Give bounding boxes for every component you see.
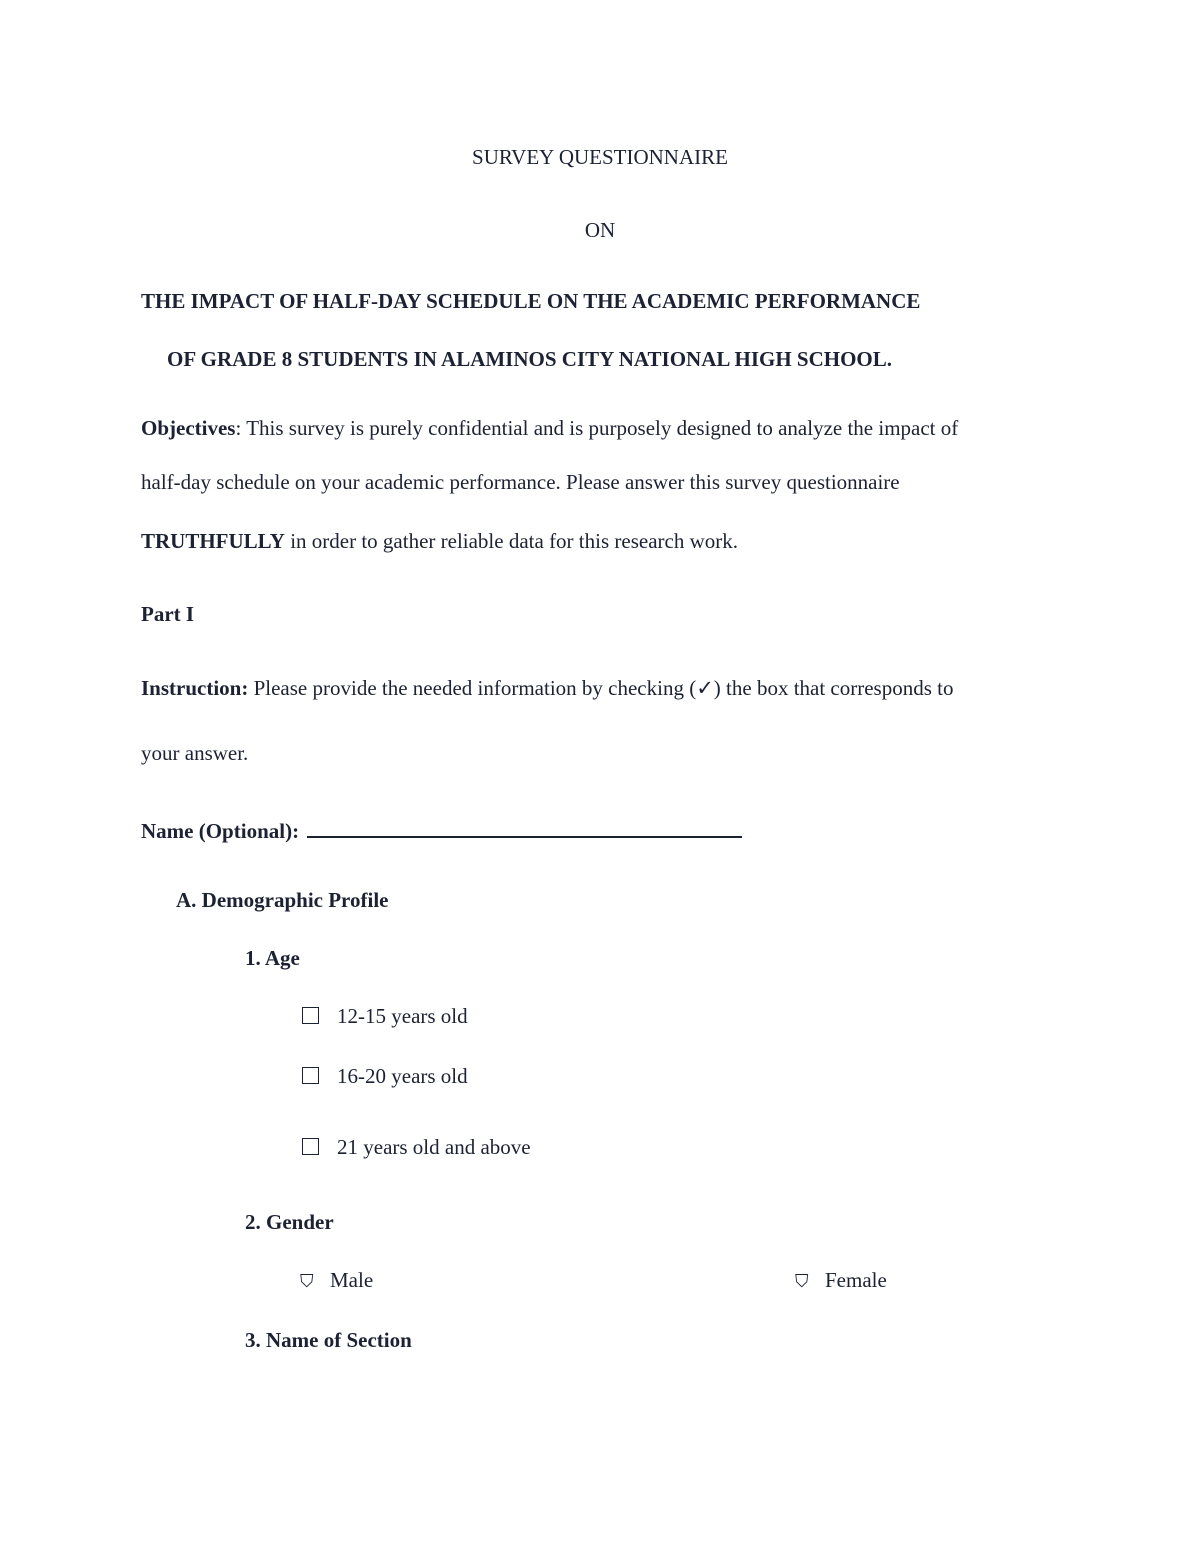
question-age: 1. Age: [245, 946, 300, 970]
objectives-line-3: [141, 531, 738, 552]
age-option-label: 21 years old and above: [337, 1135, 531, 1159]
instruction-label: Instruction:: [141, 676, 249, 700]
objectives-line-2: half-day schedule on your academic performance. Please answer this survey questionnaire: [141, 470, 900, 494]
gender-option-female[interactable]: [795, 1270, 887, 1291]
age-option-12-15[interactable]: [302, 1006, 468, 1027]
checkbox-icon[interactable]: [302, 1007, 319, 1024]
objectives-text-3: in order to gather reliable data for this research work.: [284, 529, 738, 553]
gender-option-label: Female: [825, 1268, 887, 1292]
part-title: Part I: [141, 602, 195, 626]
age-option-16-20[interactable]: [302, 1066, 468, 1087]
instruction-line-1: [141, 678, 953, 699]
checkbox-icon[interactable]: [302, 1138, 319, 1155]
study-title-line-1: THE IMPACT OF HALF-DAY SCHEDULE ON THE ACADEMIC PERFORMANCE: [141, 289, 921, 313]
checkbox-icon[interactable]: ⛉: [795, 1271, 809, 1291]
question-name-of-section: 3. Name of Section: [245, 1328, 412, 1352]
truthfully-emphasis: TRUTHFULLY: [141, 529, 285, 553]
gender-option-male[interactable]: [300, 1270, 373, 1291]
objectives-line-1: [141, 418, 958, 439]
gender-option-label: Male: [330, 1268, 374, 1292]
name-field-row: [141, 816, 742, 842]
section-demographic-profile: A. Demographic Profile: [176, 888, 389, 912]
survey-title: SURVEY QUESTIONNAIRE: [472, 145, 728, 169]
name-field-input-line[interactable]: [307, 816, 742, 838]
age-option-21-above[interactable]: [302, 1137, 531, 1158]
instruction-text-1: Please provide the needed information by checking (✓) the box that corresponds to: [248, 676, 954, 700]
age-option-label: 16-20 years old: [337, 1064, 468, 1088]
survey-title-on: ON: [584, 218, 616, 242]
study-title-line-2: OF GRADE 8 STUDENTS IN ALAMINOS CITY NATIONAL HIGH SCHOOL.: [167, 347, 893, 371]
objectives-text-1: : This survey is purely confidential and is purposely designed to analyze the impact of: [235, 416, 959, 440]
name-field-label: Name (Optional):: [141, 819, 300, 843]
instruction-line-2: your answer.: [141, 741, 249, 765]
question-gender: 2. Gender: [245, 1210, 334, 1234]
objectives-label: Objectives: [141, 416, 236, 440]
age-option-label: 12-15 years old: [337, 1004, 468, 1028]
checkbox-icon[interactable]: ⛉: [300, 1271, 314, 1291]
checkbox-icon[interactable]: [302, 1067, 319, 1084]
